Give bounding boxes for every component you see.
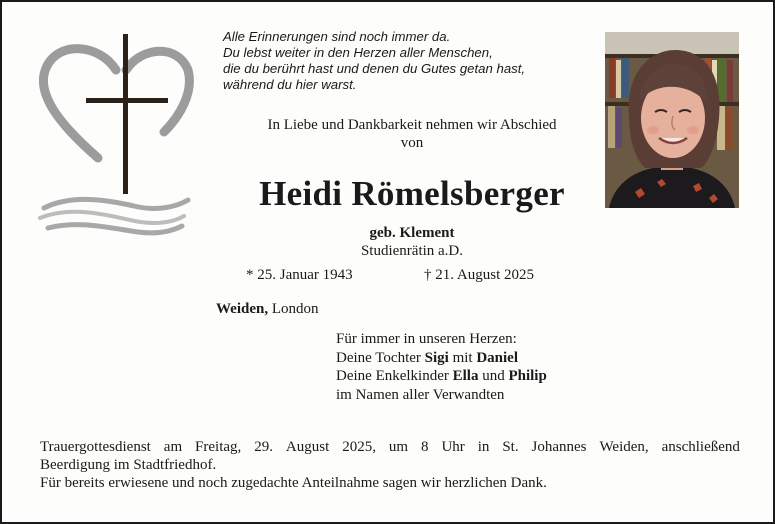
farewell-von: von [400, 135, 424, 151]
service-word: St. [502, 439, 519, 455]
farewell-text: In Liebe und Dankbarkeit nehmen wir Abschied [267, 117, 557, 133]
service-word: Weiden, [599, 439, 649, 455]
service-word: Johannes [531, 439, 587, 455]
poem-line: während du hier warst. [223, 77, 357, 92]
birth-date: * 25. Januar 1943 [246, 267, 353, 283]
heart-cross-emblem-icon [38, 30, 194, 240]
poem-line: Du lebst weiter in den Herzen aller Menschen, [223, 45, 493, 60]
service-word: 8 [421, 439, 429, 455]
service-line: Beerdigung im Stadtfriedhof. [40, 457, 217, 473]
family-relatives: im Namen aller Verwandten [336, 386, 505, 403]
service-word: Uhr [441, 439, 465, 455]
service-word: Freitag, [195, 439, 242, 455]
service-word: am [163, 439, 183, 455]
place-primary: Weiden, [216, 301, 269, 317]
service-word: in [477, 439, 490, 455]
death-date: † 21. August 2025 [424, 267, 535, 283]
service-line [40, 438, 740, 456]
grandchild-name: Philip [508, 368, 547, 384]
grandchild-name: Ella [452, 368, 479, 384]
places [216, 300, 319, 318]
daughter-with: mit [452, 349, 473, 366]
service-word: Trauergottesdienst [40, 439, 151, 455]
daughter-partner-name: Daniel [476, 349, 519, 366]
service-word: 2025, [342, 439, 376, 455]
poem-line: die du berührt hast und denen du Gutes getan hast, [223, 61, 526, 76]
place-secondary: London [271, 301, 319, 317]
family-intro: Für immer in unseren Herzen: [336, 331, 517, 347]
maiden-name: geb. Klement [369, 225, 455, 241]
professional-title: Studienrätin a.D. [360, 243, 464, 259]
poem [223, 29, 525, 93]
thanks-line: Für bereits erwiesene und noch zugedachte Anteilnahme sagen wir herzlichen Dank. [40, 475, 547, 491]
service-word: 29. [254, 439, 273, 455]
poem-line: Alle Erinnerungen sind noch immer da. [223, 29, 451, 44]
daughter-name: Sigi [424, 349, 449, 366]
service-word: August [285, 439, 330, 455]
daughter-prefix: Deine Tochter [336, 349, 421, 366]
service-info [40, 438, 740, 492]
deceased-name: Heidi Römelsberger [259, 174, 565, 213]
service-word: um [388, 439, 409, 455]
grandchildren-prefix: Deine Enkelkinder [336, 368, 449, 384]
grandchildren-and: und [482, 368, 505, 384]
family-block [336, 330, 547, 404]
family-daughter-line [336, 349, 547, 368]
family-grandchildren-line [336, 367, 547, 386]
service-word: anschließend [661, 439, 740, 455]
